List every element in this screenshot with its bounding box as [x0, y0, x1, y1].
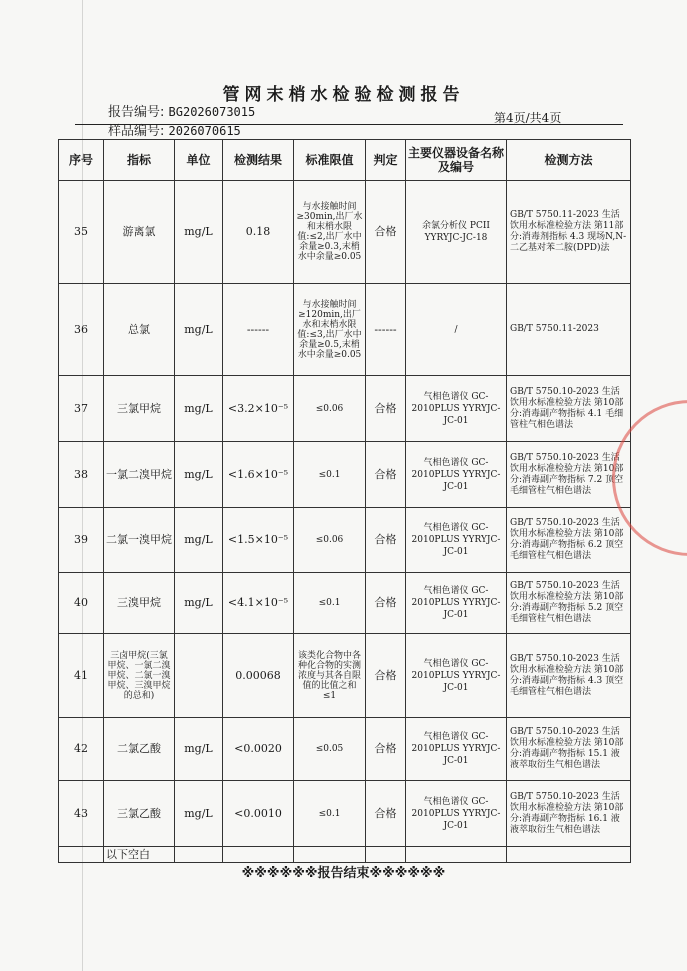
table-row [59, 442, 631, 508]
row-limit: ≤0.05 [294, 718, 366, 781]
row-judgement: 合格 [366, 781, 406, 847]
row-limit: ≤0.1 [294, 573, 366, 634]
table-row [59, 781, 631, 847]
row-unit: mg/L [175, 376, 223, 442]
table-row [59, 634, 631, 718]
row-num: 40 [59, 573, 104, 634]
report-end-marker: ※※※※※※报告结束※※※※※※ [241, 866, 446, 881]
row-num: 36 [59, 284, 104, 376]
row-judgement: 合格 [366, 573, 406, 634]
row-limit: 该类化合物中各种化合物的实测浓度与其各自限值的比值之和≤1 [294, 634, 366, 718]
table-row-blank [59, 847, 631, 863]
row-limit: 与水接触时间≥30min,出厂水和末梢水限值:≤2,出厂水中余量≥0.3,末梢水中余量≥0.05 [294, 181, 366, 284]
blank-cell [294, 847, 366, 863]
blank-cell-num [59, 847, 104, 863]
row-result: <0.0020 [223, 718, 294, 781]
table-row [59, 508, 631, 573]
row-limit: 与水接触时间≥120min,出厂水和末梢水限值:≤3,出厂水中余量≥0.5,末梢水中余量≥0.05 [294, 284, 366, 376]
sample-number [108, 120, 241, 139]
col-header-instrument: 主要仪器设备名称及编号 [406, 140, 507, 181]
row-num: 43 [59, 781, 104, 847]
blank-cell [223, 847, 294, 863]
col-header-indicator: 指标 [104, 140, 175, 181]
row-indicator: 二氯一溴甲烷 [104, 508, 175, 573]
row-indicator: 一氯二溴甲烷 [104, 442, 175, 508]
row-result: 0.18 [223, 181, 294, 284]
row-unit: mg/L [175, 573, 223, 634]
table-row [59, 284, 631, 376]
row-method: GB/T 5750.10-2023 生活饮用水标准检验方法 第10部分:消毒副产物指标 6.2 顶空毛细管柱气相色谱法 [507, 508, 631, 573]
report-title: 管网末梢水检验检测报告 [222, 85, 465, 105]
row-num: 42 [59, 718, 104, 781]
row-instrument: 气相色谱仪 GC-2010PLUS YYRYJC-JC-01 [406, 634, 507, 718]
row-limit: ≤0.1 [294, 442, 366, 508]
row-instrument: 气相色谱仪 GC-2010PLUS YYRYJC-JC-01 [406, 442, 507, 508]
row-indicator: 三氯甲烷 [104, 376, 175, 442]
col-header-num: 序号 [59, 140, 104, 181]
row-unit [175, 634, 223, 718]
col-header-unit: 单位 [175, 140, 223, 181]
sample-number-label: 样品编号: [108, 124, 165, 139]
row-instrument: 气相色谱仪 GC-2010PLUS YYRYJC-JC-01 [406, 508, 507, 573]
row-indicator: 三氯乙酸 [104, 781, 175, 847]
row-method: GB/T 5750.10-2023 生活饮用水标准检验方法 第10部分:消毒副产物指标 5.2 顶空毛细管柱气相色谱法 [507, 573, 631, 634]
row-num: 35 [59, 181, 104, 284]
row-instrument: 气相色谱仪 GC-2010PLUS YYRYJC-JC-01 [406, 781, 507, 847]
col-header-result: 检测结果 [223, 140, 294, 181]
row-num: 37 [59, 376, 104, 442]
sample-number-value: 2026070615 [168, 124, 241, 138]
blank-note: 以下空白 [104, 847, 175, 863]
row-num: 41 [59, 634, 104, 718]
row-unit: mg/L [175, 181, 223, 284]
report-number [108, 101, 255, 120]
row-indicator: 二氯乙酸 [104, 718, 175, 781]
row-instrument: 气相色谱仪 GC-2010PLUS YYRYJC-JC-01 [406, 718, 507, 781]
table-row [59, 718, 631, 781]
row-unit: mg/L [175, 718, 223, 781]
row-judgement: ------ [366, 284, 406, 376]
row-limit: ≤0.06 [294, 376, 366, 442]
row-instrument: / [406, 284, 507, 376]
table-header-row [59, 140, 631, 181]
row-method: GB/T 5750.11-2023 [507, 284, 631, 376]
row-result: <0.0010 [223, 781, 294, 847]
row-method: GB/T 5750.11-2023 生活饮用水标准检验方法 第11部分:消毒剂指标 4.3 现场N,N-二乙基对苯二胺(DPD)法 [507, 181, 631, 284]
row-limit: ≤0.06 [294, 508, 366, 573]
row-result: 0.00068 [223, 634, 294, 718]
row-num: 38 [59, 442, 104, 508]
row-unit: mg/L [175, 442, 223, 508]
col-header-method: 检测方法 [507, 140, 631, 181]
row-num: 39 [59, 508, 104, 573]
page-info: 第4页/共4页 [494, 111, 562, 125]
row-instrument: 气相色谱仪 GC-2010PLUS YYRYJC-JC-01 [406, 573, 507, 634]
row-judgement: 合格 [366, 634, 406, 718]
row-method: GB/T 5750.10-2023 生活饮用水标准检验方法 第10部分:消毒副产物指标 7.2 顶空毛细管柱气相色谱法 [507, 442, 631, 508]
row-unit: mg/L [175, 508, 223, 573]
row-instrument: 气相色谱仪 GC-2010PLUS YYRYJC-JC-01 [406, 376, 507, 442]
row-indicator: 游离氯 [104, 181, 175, 284]
table-row [59, 573, 631, 634]
row-judgement: 合格 [366, 181, 406, 284]
row-method: GB/T 5750.10-2023 生活饮用水标准检验方法 第10部分:消毒副产物指标 16.1 液液萃取衍生气相色谱法 [507, 781, 631, 847]
row-unit: mg/L [175, 284, 223, 376]
row-result: ------ [223, 284, 294, 376]
blank-cell [175, 847, 223, 863]
row-indicator: 总氯 [104, 284, 175, 376]
col-header-judgement: 判定 [366, 140, 406, 181]
table-row [59, 376, 631, 442]
row-judgement: 合格 [366, 508, 406, 573]
row-indicator: 三卤甲烷(三氯甲烷、一氯二溴甲烷、二氯一溴甲烷、三溴甲烷的总和) [104, 634, 175, 718]
row-result: <1.5×10⁻⁵ [223, 508, 294, 573]
report-number-label: 报告编号: [108, 105, 165, 120]
row-unit: mg/L [175, 781, 223, 847]
row-indicator: 三溴甲烷 [104, 573, 175, 634]
results-table [58, 139, 631, 863]
report-number-value: BG2026073015 [168, 105, 256, 119]
row-result: <4.1×10⁻⁵ [223, 573, 294, 634]
row-method: GB/T 5750.10-2023 生活饮用水标准检验方法 第10部分:消毒副产物指标 4.1 毛细管柱气相色谱法 [507, 376, 631, 442]
blank-cell [507, 847, 631, 863]
row-limit: ≤0.1 [294, 781, 366, 847]
table-row [59, 181, 631, 284]
row-judgement: 合格 [366, 718, 406, 781]
row-result: <3.2×10⁻⁵ [223, 376, 294, 442]
row-judgement: 合格 [366, 376, 406, 442]
blank-cell [406, 847, 507, 863]
row-method: GB/T 5750.10-2023 生活饮用水标准检验方法 第10部分:消毒副产物指标 15.1 液液萃取衍生气相色谱法 [507, 718, 631, 781]
row-method: GB/T 5750.10-2023 生活饮用水标准检验方法 第10部分:消毒副产物指标 4.3 顶空毛细管柱气相色谱法 [507, 634, 631, 718]
blank-cell [366, 847, 406, 863]
row-judgement: 合格 [366, 442, 406, 508]
row-result: <1.6×10⁻⁵ [223, 442, 294, 508]
col-header-limit: 标准限值 [294, 140, 366, 181]
row-instrument: 余氯分析仪 PCII YYRYJC-JC-18 [406, 181, 507, 284]
